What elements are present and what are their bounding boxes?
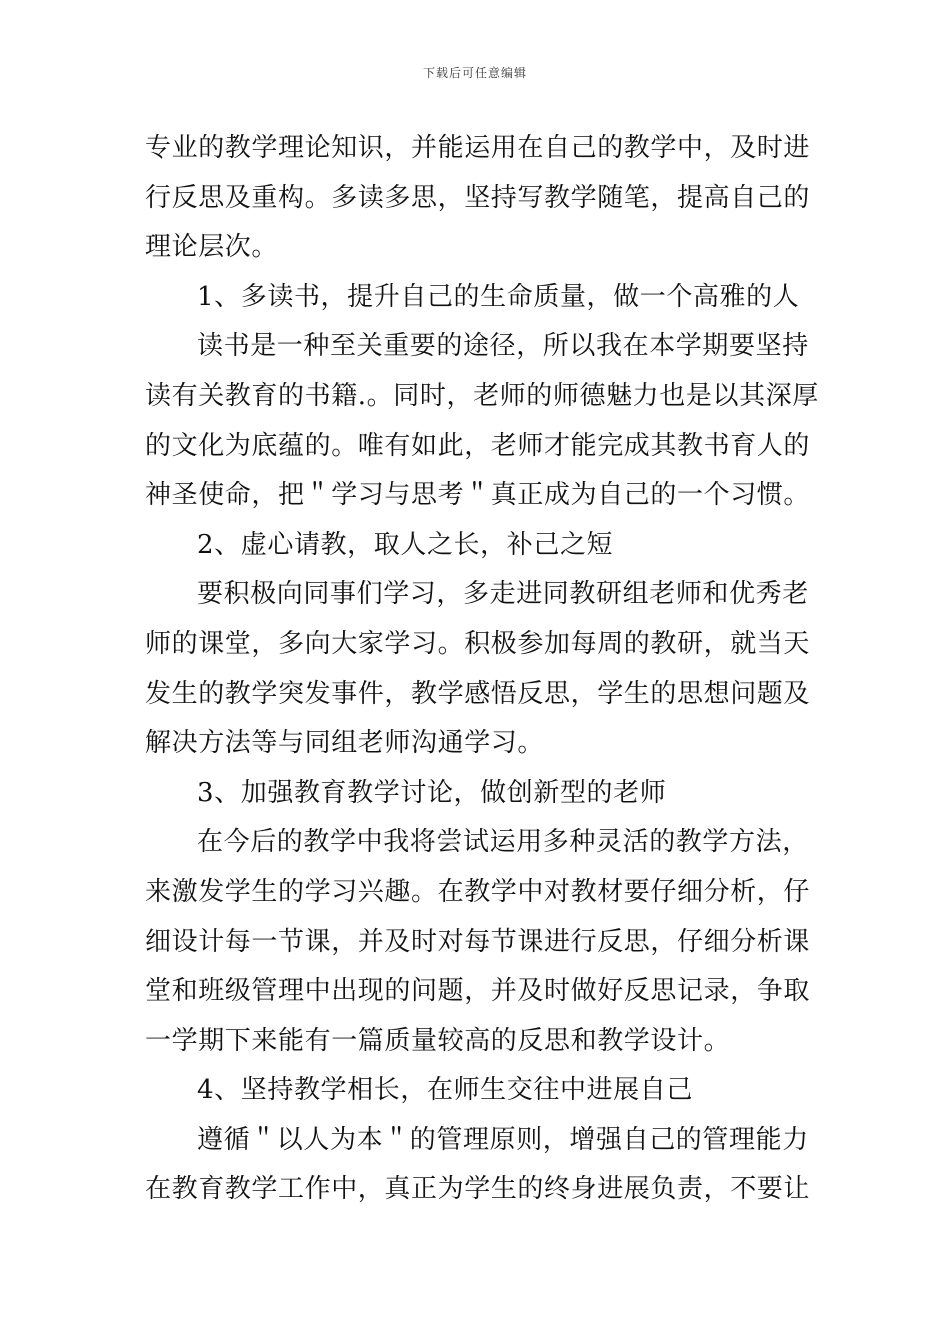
text-line: 神圣使命，把＂学习与思考＂真正成为自己的一个习惯。 (145, 480, 811, 511)
text-line: 专业的教学理论知识，并能运用在自己的教学中，及时进 (145, 133, 811, 163)
text-line: 师的课堂，多向大家学习。积极参加每周的教研，就当天 (145, 628, 811, 659)
text-line: 行反思及重构。多读多思，坚持写教学随笔，提高自己的 (145, 182, 811, 213)
text-line: 堂和班级管理中出现的问题，并及时做好反思记录，争取 (145, 976, 811, 1007)
text-line: 的文化为底蕴的。唯有如此，老师才能完成其教书育人的 (145, 430, 811, 461)
page-header: 下载后可任意编辑 (422, 66, 527, 80)
text-line: 理论层次。 (145, 232, 279, 263)
text-line: 读书是一种至关重要的途径，所以我在本学期要坚持 (197, 331, 809, 362)
text-line: 在今后的教学中我将尝试运用多种灵活的教学方法， (197, 827, 809, 858)
text-line: 在教育教学工作中，真正为学生的终身进展负责，不要让 (145, 1174, 811, 1205)
section-heading-4: 4、坚持教学相长，在师生交往中进展自己 (197, 1075, 693, 1106)
section-heading-3: 3、加强教育教学讨论，做创新型的老师 (197, 777, 667, 808)
text-line: 读有关教育的书籍.。同时，老师的师德魅力也是以其深厚 (145, 380, 819, 411)
text-line: 解决方法等与同组老师沟通学习。 (145, 728, 545, 759)
text-line: 发生的教学突发事件，教学感悟反思，学生的思想问题及 (145, 678, 811, 709)
text-line: 要积极向同事们学习，多走进同教研组老师和优秀老 (197, 579, 809, 610)
section-heading-1: 1、多读书，提升自己的生命质量，做一个高雅的人 (197, 281, 800, 312)
section-heading-2: 2、虚心请教，取人之长，补己之短 (197, 529, 614, 560)
text-line: 遵循＂以人为本＂的管理原则，增强自己的管理能力 (197, 1124, 809, 1155)
text-line: 细设计每一节课，并及时对每节课进行反思，仔细分析课 (145, 926, 811, 957)
text-line: 来激发学生的学习兴趣。在教学中对教材要仔细分析，仔 (145, 876, 811, 907)
text-line: 一学期下来能有一篇质量较高的反思和教学设计。 (145, 1025, 731, 1056)
body-text (145, 124, 819, 1215)
